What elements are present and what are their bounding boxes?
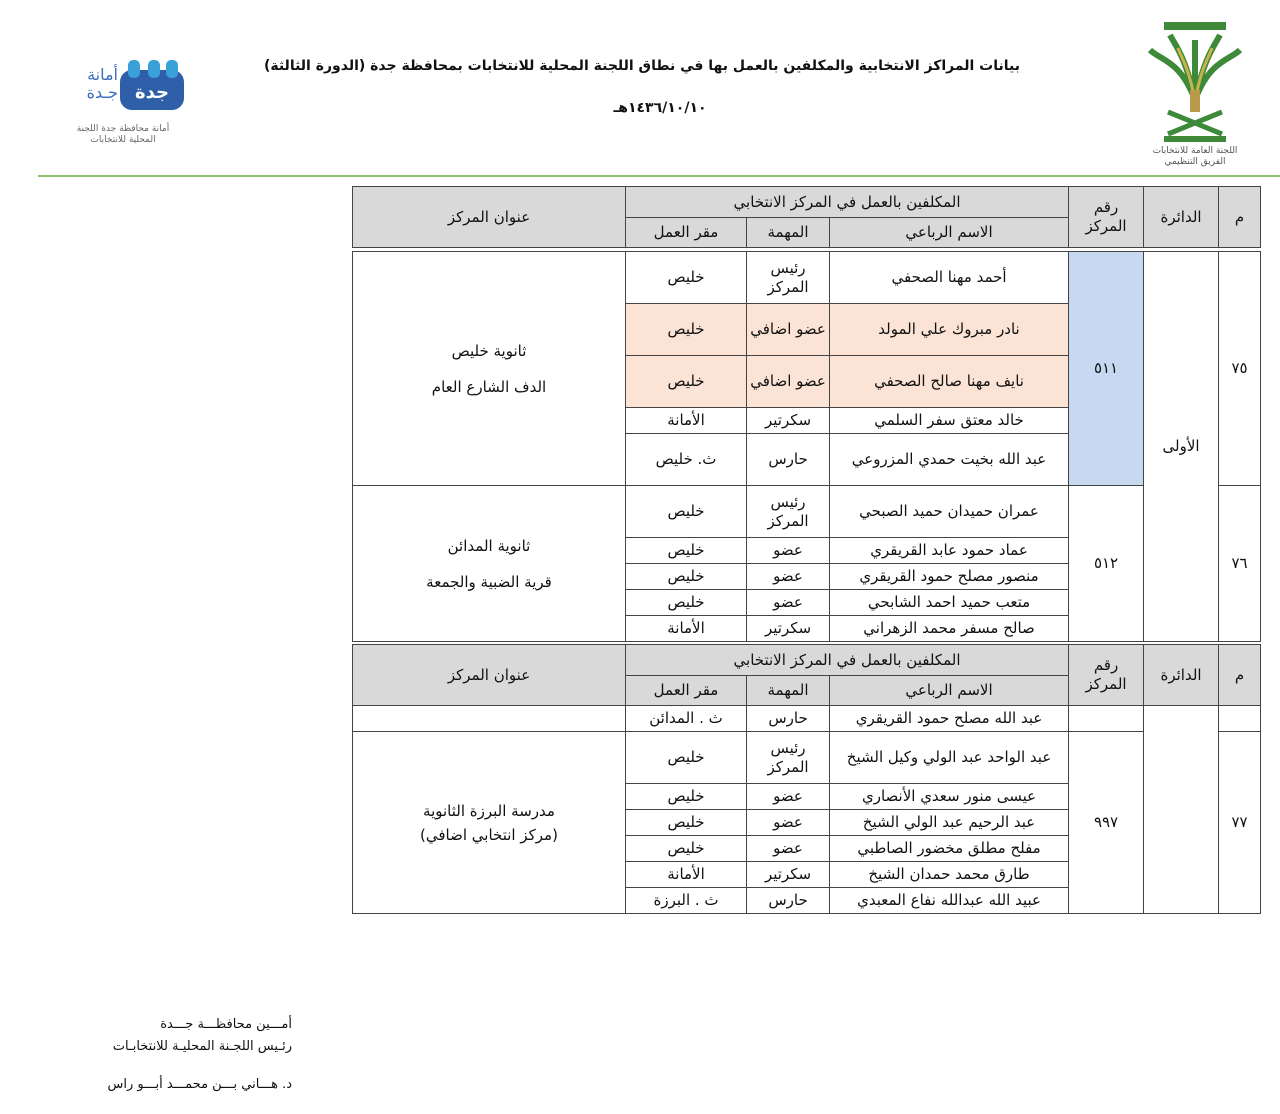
staff-workplace: خليص <box>626 304 747 356</box>
staff-workplace: الأمانة <box>626 616 747 642</box>
header-divider <box>38 175 1280 177</box>
staff-workplace: خليص <box>626 356 747 408</box>
staff-workplace: خليص <box>626 590 747 616</box>
col-header-role: المهمة <box>747 218 830 248</box>
staff-role: عضو <box>747 538 830 564</box>
center-number-continued <box>1069 706 1144 732</box>
col-header-workplace: مقر العمل <box>626 218 747 248</box>
staff-name: أحمد مهنا الصحفي <box>830 252 1069 304</box>
staff-role: عضو <box>747 784 830 810</box>
row-num: ٧٦ <box>1219 486 1261 642</box>
signature-position: رئـيس اللجـنة المحليـة للانتخابـات <box>112 1039 292 1054</box>
col-header-address: عنوان المركز <box>353 187 626 248</box>
staff-role: عضو اضافي <box>747 356 830 408</box>
staff-workplace: ث . البرزة <box>626 888 747 914</box>
staff-name: نايف مهنا صالح الصحفي <box>830 356 1069 408</box>
col-header-workplace: مقر العمل <box>626 676 747 706</box>
center-address <box>353 252 626 486</box>
signature-title: أمـــين محافظـــة جـــدة <box>160 1017 292 1032</box>
amanah-logo-word: أمانة جـدة <box>86 65 118 102</box>
staff-role: سكرتير <box>747 408 830 434</box>
staff-workplace: خليص <box>626 836 747 862</box>
centers-table-page-part-1 <box>352 186 1261 642</box>
amanah-jeddah-logo <box>68 48 198 158</box>
staff-name: عيسى منور سعدي الأنصاري <box>830 784 1069 810</box>
staff-name: عماد حمود عابد القريقري <box>830 538 1069 564</box>
staff-workplace: الأمانة <box>626 862 747 888</box>
staff-role: رئيس المركز <box>747 486 830 538</box>
center-number: ٥١٢ <box>1069 486 1144 642</box>
staff-role: سكرتير <box>747 862 830 888</box>
col-header-role: المهمة <box>747 676 830 706</box>
signature-name: د. هـــاني بـــن محمـــد أبـــو راس <box>107 1077 292 1092</box>
staff-role: عضو <box>747 810 830 836</box>
staff-role: عضو <box>747 590 830 616</box>
district-cell: الأولى <box>1144 252 1219 642</box>
col-header-district: الدائرة <box>1144 187 1219 248</box>
staff-role: عضو <box>747 564 830 590</box>
staff-role: رئيس المركز <box>747 252 830 304</box>
center-number: ٥١١ <box>1069 252 1144 486</box>
staff-workplace: خليص <box>626 784 747 810</box>
row-num-continued <box>1219 706 1261 732</box>
staff-role: حارس <box>747 706 830 732</box>
col-header-address: عنوان المركز <box>353 645 626 706</box>
staff-workplace: خليص <box>626 810 747 836</box>
staff-name: عبد الرحيم عبد الولي الشيخ <box>830 810 1069 836</box>
table-row <box>353 252 1261 304</box>
col-header-district: الدائرة <box>1144 645 1219 706</box>
staff-role: حارس <box>747 434 830 486</box>
staff-name: منصور مصلح حمود القريقري <box>830 564 1069 590</box>
table-row <box>353 486 1261 538</box>
staff-name: عبد الله بخيت حمدي المزروعي <box>830 434 1069 486</box>
center-address-continued <box>353 706 626 732</box>
table-row <box>353 732 1261 784</box>
col-header-staff: المكلفين بالعمل في المركز الانتخابي <box>626 187 1069 218</box>
col-header-num: م <box>1219 187 1261 248</box>
staff-workplace: ث . المدائن <box>626 706 747 732</box>
table-row <box>353 706 1261 732</box>
address-line: (مركز انتخابي اضافي) <box>420 825 558 844</box>
staff-role: عضو <box>747 836 830 862</box>
staff-workplace: خليص <box>626 538 747 564</box>
address-line: الدف الشارع العام <box>431 377 547 396</box>
staff-name: عبيد الله عبدالله نفاع المعبدي <box>830 888 1069 914</box>
elections-committee-emblem <box>1140 20 1250 170</box>
staff-role: عضو اضافي <box>747 304 830 356</box>
staff-workplace: خليص <box>626 486 747 538</box>
staff-name: نادر مبروك علي المولد <box>830 304 1069 356</box>
staff-role: حارس <box>747 888 830 914</box>
center-address <box>353 486 626 642</box>
staff-role: سكرتير <box>747 616 830 642</box>
district-cell-continued <box>1144 706 1219 914</box>
staff-workplace: خليص <box>626 732 747 784</box>
staff-name: عبد الواحد عبد الولي وكيل الشيخ <box>830 732 1069 784</box>
staff-name: طارق محمد حمدان الشيخ <box>830 862 1069 888</box>
page-title: بيانات المراكز الانتخابية والمكلفين بالعمل بها في نطاق اللجنة المحلية للانتخابات بمحافظة جدة (الدورة الثالثة) <box>263 58 1020 74</box>
staff-role: رئيس المركز <box>747 732 830 784</box>
center-address <box>353 732 626 914</box>
amanah-logo-caption: أمانة محافظة جدة اللجنة المحلية للانتخابات <box>76 124 170 145</box>
address-line: ثانوية المدائن <box>447 536 531 555</box>
col-header-staff: المكلفين بالعمل في المركز الانتخابي <box>626 645 1069 676</box>
staff-workplace: ث. خليص <box>626 434 747 486</box>
staff-workplace: الأمانة <box>626 408 747 434</box>
col-header-name: الاسم الرباعي <box>830 676 1069 706</box>
document-date: ١٤٣٦/١٠/١٠هـ <box>613 100 707 116</box>
col-header-center-no: رقم المركز <box>1069 645 1144 706</box>
col-header-center-no: رقم المركز <box>1069 187 1144 248</box>
staff-workplace: خليص <box>626 564 747 590</box>
staff-name: خالد معتق سفر السلمي <box>830 408 1069 434</box>
col-header-name: الاسم الرباعي <box>830 218 1069 248</box>
staff-name: عبد الله مصلح حمود القريقري <box>830 706 1069 732</box>
address-line: مدرسة البرزة الثانوية <box>423 801 555 820</box>
centers-table-page-part-2 <box>352 644 1261 914</box>
staff-workplace: خليص <box>626 252 747 304</box>
jeddah-logo-mark <box>118 56 188 116</box>
committee-emblem-caption: اللجنة العامة للانتخابات الفريق التنظيمي <box>1152 146 1238 167</box>
staff-name: متعب حميد احمد الشابحي <box>830 590 1069 616</box>
staff-name: مفلح مطلق مخضور الصاطبي <box>830 836 1069 862</box>
row-num: ٧٥ <box>1219 252 1261 486</box>
center-number: ٩٩٧ <box>1069 732 1144 914</box>
staff-name: صالح مسفر محمد الزهراني <box>830 616 1069 642</box>
jeddah-logo-lettering: جدة <box>135 82 169 103</box>
col-header-num: م <box>1219 645 1261 706</box>
address-line: ثانوية خليص <box>451 341 527 360</box>
row-num: ٧٧ <box>1219 732 1261 914</box>
palm-swords-icon <box>1140 20 1250 144</box>
address-line: قرية الضبية والجمعة <box>426 572 552 591</box>
staff-name: عمران حميدان حميد الصبحي <box>830 486 1069 538</box>
